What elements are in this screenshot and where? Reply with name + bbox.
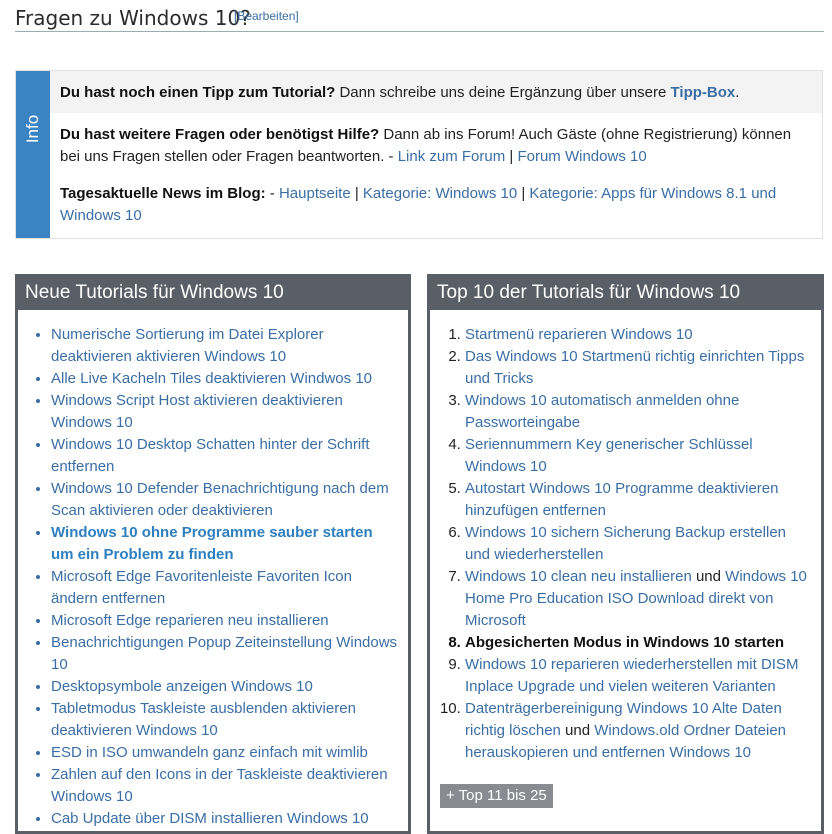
tip-end: .: [735, 84, 740, 101]
tip-paragraph: [60, 82, 808, 104]
tipp-box-link[interactable]: Tipp-Box: [670, 84, 736, 101]
forum-windows10-link[interactable]: Forum Windows 10: [517, 148, 647, 165]
list-item: [51, 390, 399, 434]
edit-link[interactable]: [234, 9, 299, 23]
connector-text: und: [691, 568, 726, 585]
news-paragraph: [60, 183, 808, 227]
tutorial-link[interactable]: Windows 10 Home Pro Education ISO Download direkt von Microsoft: [465, 568, 807, 629]
hauptseite-link[interactable]: Hauptseite: [278, 185, 351, 202]
tutorial-link[interactable]: Zahlen auf den Icons in der Taskleiste deaktivieren Windows 10: [51, 766, 388, 805]
new-tutorials-box: [15, 274, 411, 834]
top10-box: [427, 274, 824, 834]
tip-bold: Du hast noch einen Tipp zum Tutorial?: [60, 84, 336, 101]
list-item: [51, 478, 399, 522]
forum-link[interactable]: Link zum Forum: [397, 148, 506, 165]
tutorial-link[interactable]: Alle Live Kacheln Tiles deaktivieren Windwos 10: [51, 370, 372, 387]
list-item: [51, 742, 399, 764]
list-item: [465, 522, 810, 566]
edit-link-text[interactable]: [Bearbeiten]: [234, 9, 299, 23]
list-item: [465, 478, 810, 522]
news-bold: Tagesaktuelle News im Blog:: [60, 185, 266, 202]
tip-text: Dann schreibe uns deine Ergänzung über unsere: [335, 84, 671, 101]
list-item: [51, 676, 399, 698]
tutorial-link[interactable]: Windows 10 Defender Benachrichtigung nach dem Scan aktivieren oder deaktivieren: [51, 480, 389, 519]
help-sep: |: [505, 148, 518, 165]
top10-list: [465, 324, 810, 764]
list-item: [51, 808, 399, 830]
list-item: [51, 324, 399, 368]
list-item: [465, 566, 810, 632]
help-paragraph: [60, 124, 808, 168]
news-text: -: [265, 185, 279, 202]
list-item: [465, 698, 810, 764]
list-item: [51, 764, 399, 808]
list-item: [465, 390, 810, 434]
tutorial-link[interactable]: Windows 10 sichern Sicherung Backup erstellen und wiederherstellen: [465, 524, 786, 563]
current-tutorial: Abgesicherten Modus in Windows 10 starten: [465, 634, 785, 651]
tutorial-link[interactable]: Benachrichtigungen Popup Zeiteinstellung Windows 10: [51, 634, 398, 673]
tutorial-link[interactable]: Desktopsymbole anzeigen Windows 10: [51, 678, 313, 695]
help-text: Dann ab ins Forum! Auch Gäste (ohne Registrierung) können bei uns Fragen stellen oder Fragen beantworten. -: [60, 126, 792, 165]
info-box: [15, 70, 823, 239]
list-item: [465, 346, 810, 390]
tutorial-link[interactable]: Tabletmodus Taskleiste ausblenden aktivieren deaktivieren Windows 10: [51, 700, 356, 739]
list-item: [51, 522, 399, 566]
new-tutorials-list: [51, 324, 399, 830]
list-item: [465, 654, 810, 698]
top-11-25-button[interactable]: + Top 11 bis 25: [440, 784, 553, 808]
info-tab: [16, 71, 50, 238]
news-sep2: |: [517, 185, 530, 202]
category-windows10-link[interactable]: Kategorie: Windows 10: [362, 185, 518, 202]
tutorial-link[interactable]: Numerische Sortierung im Datei Explorer deaktivieren aktivieren Windows 10: [51, 326, 324, 365]
tutorial-link[interactable]: Windows 10 ohne Programme sauber starten um ein Problem zu finden: [51, 524, 373, 563]
tutorial-link[interactable]: Autostart Windows 10 Programme deaktivieren hinzufügen entfernen: [465, 480, 779, 519]
connector-text: und: [560, 722, 595, 739]
tutorial-link[interactable]: Datenträgerbereinigung Windows 10 Alte Daten richtig löschen: [465, 700, 782, 739]
tutorial-link[interactable]: Windows Script Host aktivieren deaktivieren Windows 10: [51, 392, 343, 431]
list-item: [51, 632, 399, 676]
section-title: Fragen zu Windows 10?: [15, 6, 251, 30]
list-item: [51, 610, 399, 632]
list-item: [51, 698, 399, 742]
list-item: [465, 324, 810, 346]
tutorial-link[interactable]: Das Windows 10 Startmenü richtig einrichten Tipps und Tricks: [465, 348, 805, 387]
tutorial-link[interactable]: Cab Update über DISM installieren Windows 10: [51, 810, 369, 827]
news-sep1: |: [350, 185, 363, 202]
tutorial-link[interactable]: Windows 10 reparieren wiederherstellen mit DISM Inplace Upgrade und vielen weiteren Varianten: [465, 656, 799, 695]
tutorial-link[interactable]: Microsoft Edge Favoritenleiste Favoriten Icon ändern entfernen: [51, 568, 352, 607]
tutorial-link[interactable]: Seriennummern Key generischer Schlüssel Windows 10: [465, 436, 753, 475]
tutorial-link[interactable]: Windows.old Ordner Dateien herauskopieren und entfernen Windows 10: [465, 722, 787, 761]
new-tutorials-title: Neue Tutorials für Windows 10: [15, 274, 411, 310]
tutorial-link[interactable]: ESD in ISO umwandeln ganz einfach mit wimlib: [51, 744, 368, 761]
category-apps-link[interactable]: Kategorie: Apps für Windows 8.1 und Windows 10: [60, 185, 777, 224]
info-tab-label: Info: [23, 114, 42, 144]
tutorial-link[interactable]: Startmenü reparieren Windows 10: [465, 326, 693, 343]
list-item: [51, 566, 399, 610]
list-item: [465, 434, 810, 478]
section-header: [15, 6, 824, 32]
list-item: [51, 368, 399, 390]
tutorial-link[interactable]: Windows 10 automatisch anmelden ohne Passworteingabe: [465, 392, 740, 431]
tutorial-link[interactable]: Windows 10 Desktop Schatten hinter der Schrift entfernen: [51, 436, 370, 475]
tutorial-link[interactable]: Microsoft Edge reparieren neu installieren: [51, 612, 329, 629]
list-item: [51, 434, 399, 478]
tutorial-link[interactable]: Windows 10 clean neu installieren: [465, 568, 692, 585]
help-bold: Du hast weitere Fragen oder benötigst Hilfe?: [60, 126, 380, 143]
list-item: [465, 632, 810, 654]
top10-title: Top 10 der Tutorials für Windows 10: [427, 274, 824, 310]
